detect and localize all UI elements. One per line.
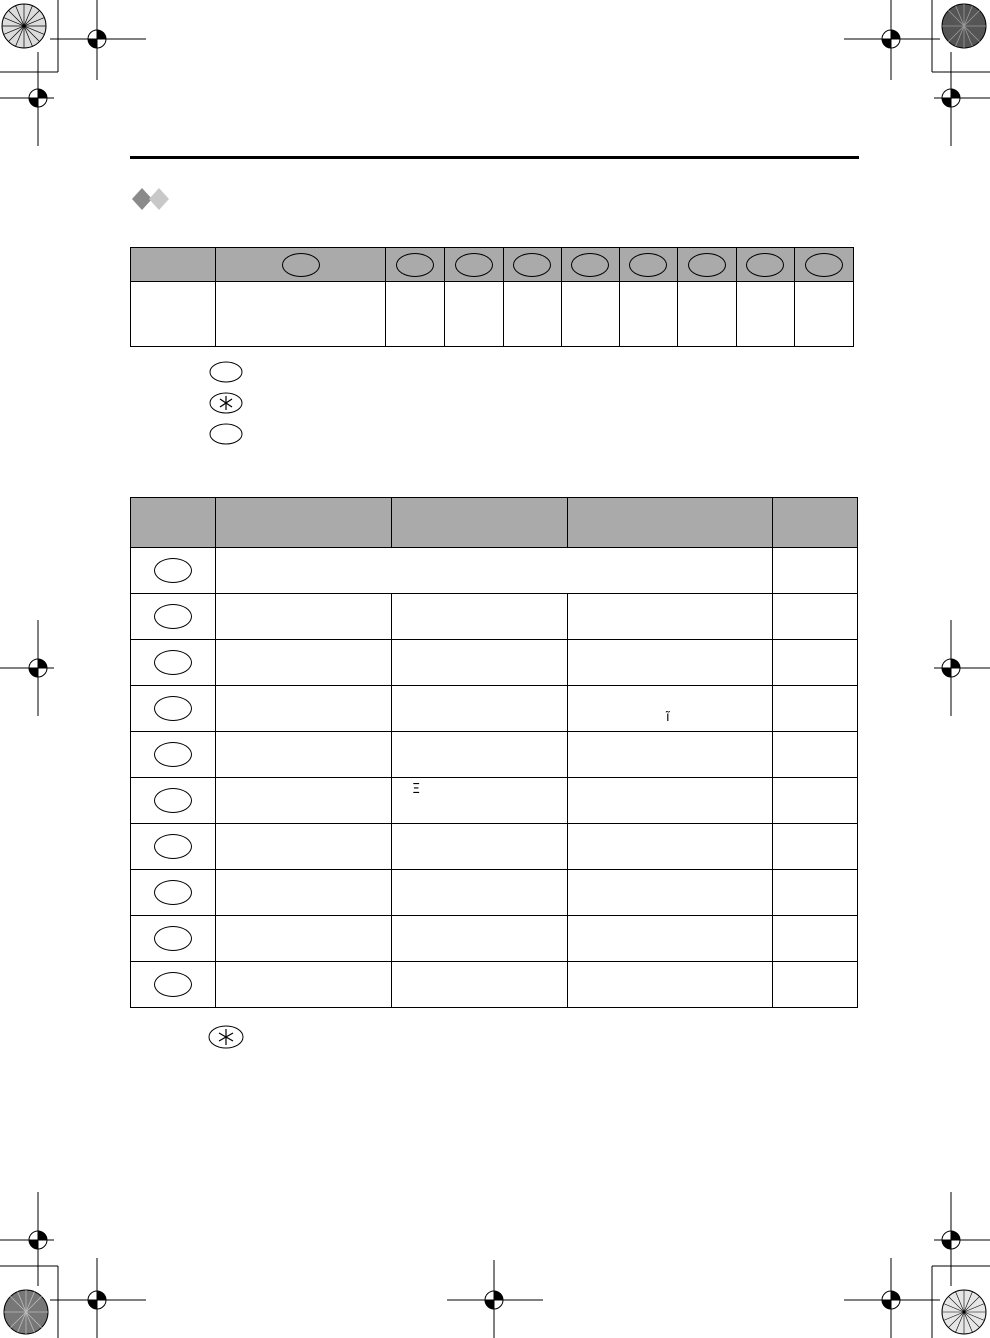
- header-cell: [568, 498, 773, 548]
- key-cell: [131, 594, 216, 640]
- table-cell: [216, 282, 386, 347]
- table-row: [131, 594, 858, 640]
- header-cell: [773, 498, 858, 548]
- table-cell: [216, 686, 392, 732]
- color-bar-icon: [0, 1282, 56, 1338]
- header-cell: [216, 498, 392, 548]
- table-row: [131, 732, 858, 778]
- table-row: [131, 640, 858, 686]
- table-cell: [773, 686, 858, 732]
- header-cell: [392, 498, 568, 548]
- table-cell: [773, 732, 858, 778]
- table-cell: [131, 282, 216, 347]
- table-cell: [392, 640, 568, 686]
- legend-star-key-icon: [209, 392, 243, 414]
- table-cell: [773, 548, 858, 594]
- table-cell: [392, 916, 568, 962]
- oval-key-icon: [154, 972, 192, 997]
- table-row: [131, 686, 858, 732]
- table-cell: [216, 916, 392, 962]
- key-cell: [131, 640, 216, 686]
- header-cell: [619, 248, 677, 282]
- oval-key-icon: [688, 253, 726, 277]
- oval-key-icon: [282, 253, 320, 277]
- header-cell: [736, 248, 794, 282]
- table-cell: [568, 870, 773, 916]
- table-cell: [216, 870, 392, 916]
- table-cell: [736, 282, 794, 347]
- key-cell: [131, 824, 216, 870]
- key-cell: [131, 778, 216, 824]
- character-table: [130, 497, 858, 1008]
- table-cell: [216, 732, 392, 778]
- table-cell: [392, 870, 568, 916]
- crop-mark-top-right: [830, 0, 990, 150]
- table-cell: [568, 916, 773, 962]
- table-cell: [677, 282, 736, 347]
- header-cell: [216, 248, 386, 282]
- header-cell: [445, 248, 503, 282]
- table-cell: [216, 962, 392, 1008]
- header-cell: [386, 248, 445, 282]
- key-cell: [131, 870, 216, 916]
- crop-mark-top-left: [0, 0, 160, 150]
- table-cell: [568, 962, 773, 1008]
- table-cell: [392, 824, 568, 870]
- oval-key-icon: [154, 650, 192, 675]
- table-cell: [392, 686, 568, 732]
- oval-key-icon: [154, 880, 192, 905]
- oval-key-icon: [396, 253, 434, 277]
- legend-oval-key-icon: [209, 423, 243, 445]
- table-cell: [503, 282, 561, 347]
- table-row: [131, 962, 858, 1008]
- oval-key-icon: [805, 253, 843, 277]
- table-row: [131, 778, 858, 824]
- color-bar-icon: [934, 1282, 990, 1338]
- table-cell: [216, 640, 392, 686]
- glyph-text: ĩ: [666, 710, 670, 725]
- header-cell: [131, 248, 216, 282]
- header-cell: [503, 248, 561, 282]
- key-assignment-table: [130, 247, 854, 347]
- table-cell: [773, 962, 858, 1008]
- glyph-text: Ξ: [412, 782, 421, 797]
- table-cell: [773, 640, 858, 686]
- table-cell: [392, 594, 568, 640]
- legend-oval-key-icon: [209, 361, 243, 383]
- crosshair-registration-icon: [0, 620, 80, 720]
- table-cell: [216, 778, 392, 824]
- table-cell: [568, 778, 773, 824]
- oval-key-icon: [154, 742, 192, 767]
- table-cell: [392, 778, 568, 824]
- key-cell: [131, 916, 216, 962]
- table-cell: [773, 824, 858, 870]
- table-cell: [619, 282, 677, 347]
- table-cell: [216, 594, 392, 640]
- table-row: [131, 916, 858, 962]
- table-cell: [216, 824, 392, 870]
- table-row: [131, 824, 858, 870]
- header-cell: [131, 498, 216, 548]
- table-cell: [568, 824, 773, 870]
- oval-key-icon: [455, 253, 493, 277]
- table-row: [131, 548, 858, 594]
- table-cell: [773, 916, 858, 962]
- table-cell: [794, 282, 853, 347]
- table-cell: [568, 640, 773, 686]
- oval-key-icon: [154, 926, 192, 951]
- crosshair-registration-icon: [445, 1260, 545, 1338]
- table-cell: [773, 870, 858, 916]
- table-cell: [568, 732, 773, 778]
- key-cell: [131, 548, 216, 594]
- oval-key-icon: [154, 788, 192, 813]
- table-cell: [568, 686, 773, 732]
- merged-cell: [216, 548, 773, 594]
- table-cell: [773, 778, 858, 824]
- oval-key-icon: [154, 604, 192, 629]
- table-cell: [392, 962, 568, 1008]
- header-cell: [794, 248, 853, 282]
- table-cell: [445, 282, 503, 347]
- oval-key-icon: [629, 253, 667, 277]
- key-cell: [131, 686, 216, 732]
- table-cell: [386, 282, 445, 347]
- oval-key-icon: [154, 558, 192, 583]
- footnote-star-key-icon: [208, 1025, 244, 1049]
- table-cell: [392, 732, 568, 778]
- header-cell: [677, 248, 736, 282]
- oval-key-icon: [571, 253, 609, 277]
- oval-key-icon: [513, 253, 551, 277]
- double-diamond-icon: [131, 186, 171, 212]
- key-cell: [131, 732, 216, 778]
- oval-key-icon: [746, 253, 784, 277]
- table-row: [131, 870, 858, 916]
- header-cell: [561, 248, 619, 282]
- oval-key-icon: [154, 696, 192, 721]
- table-cell: [561, 282, 619, 347]
- crosshair-registration-icon: [910, 620, 990, 720]
- header-rule: [130, 156, 859, 159]
- oval-key-icon: [154, 834, 192, 859]
- table-cell: [773, 594, 858, 640]
- key-cell: [131, 962, 216, 1008]
- table-cell: [568, 594, 773, 640]
